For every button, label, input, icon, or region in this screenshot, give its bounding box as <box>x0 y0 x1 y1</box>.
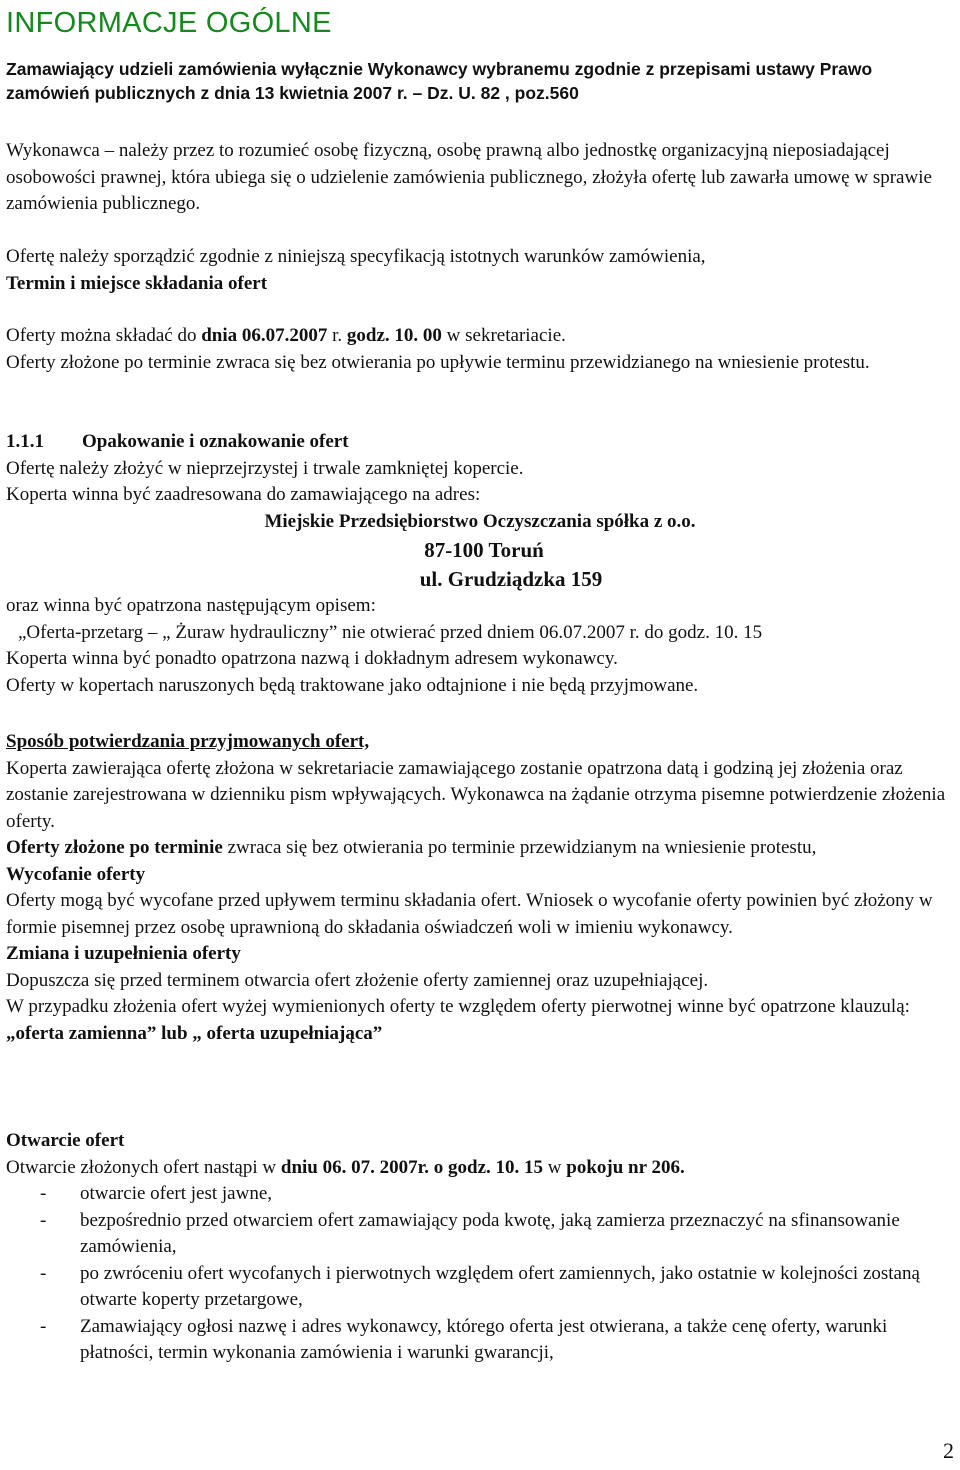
section-111-title: Opakowanie i oznakowanie ofert <box>82 431 349 452</box>
otwarcie-heading-text: Otwarcie ofert <box>6 1130 125 1151</box>
zlozone-bold: Oferty złożone po terminie <box>6 837 223 858</box>
list-dash: - <box>40 1262 47 1284</box>
list-item-text: Zamawiający ogłosi nazwę i adres wykonawcy, którego oferta jest otwierana, a także cenę oferty, warunki płatności, termin wykonania zamówienia i warunki gwarancji, <box>80 1315 888 1363</box>
page-title: INFORMACJE OGÓLNE <box>6 7 332 39</box>
list-item <box>6 1181 946 1208</box>
zmiana-text-2-pre: W przypadku złożenia ofert wyżej wymienionych oferty te względem oferty pierwotnej winne być opatrzone klauzulą: <box>6 996 910 1017</box>
list-item <box>6 1208 946 1261</box>
address-street: ul. Grudziądzka 159 <box>419 567 603 591</box>
wykonawca-definition-block <box>6 138 946 218</box>
address-line-1 <box>6 509 946 536</box>
otwarcie-line-date: dniu 06. 07. 2007r. o godz. 10. 15 <box>280 1156 544 1178</box>
sposob-block <box>6 729 946 1047</box>
list-item-text: otwarcie ofert jest jawne, <box>80 1183 273 1204</box>
list-item <box>6 1261 946 1314</box>
sposob-heading-text: Sposób potwierdzania przyjmowanych ofert, <box>6 731 370 752</box>
otwarcie-line-pre: Otwarcie złożonych ofert nastąpi w <box>6 1156 281 1178</box>
section-111-number: 1.1.1 <box>6 431 44 452</box>
oferty-skladac-post: w sekretariacie. <box>441 325 566 346</box>
termin-heading <box>6 271 946 298</box>
address-line-2 <box>6 535 946 565</box>
otwarcie-line-room: pokoju nr 206. <box>566 1156 685 1178</box>
otwarcie-line-mid: w <box>543 1156 567 1178</box>
otwarcie-heading <box>6 1128 946 1155</box>
zmiana-heading <box>6 941 946 968</box>
zmiana-heading-text: Zmiana i uzupełnienia oferty <box>6 943 241 964</box>
wykonawca-definition: Wykonawca – należy przez to rozumieć osobę fizyczną, osobę prawną albo jednostkę organizacyjną nieposiadającej osobowości prawnej, która ubiega się o udzielenie zamówienia publicznego, złożyła ofertę lub zawarła umowę w sprawie zamówienia publicznego. <box>6 140 932 214</box>
address-postcode: 87-100 Toruń <box>424 538 544 562</box>
opis-intro: oraz winna być opatrzona następującym opisem: <box>6 595 376 616</box>
sposob-text: Koperta zawierająca ofertę złożona w sekretariacie zamawiającego zostanie opatrzona datą i godziną jej złożenia oraz zostanie zarejestrowana w dzienniku pism wpływających. Wykonawca na żądanie otrzyma pisemne potwierdzenie złożenia oferty. <box>6 757 946 832</box>
address-company: Miejskie Przedsiębiorstwo Oczyszczania spółka z o.o. <box>264 510 696 532</box>
oferty-po-terminie: Oferty złożone po terminie zwraca się bez otwierania po upływie terminu przewidzianego na wniesienie protestu. <box>6 351 870 373</box>
zmiana-text-2-bold: „oferta zamienna” lub „ oferta uzupełniająca” <box>6 1022 383 1044</box>
wycofanie-heading <box>6 862 946 889</box>
section-111-heading <box>6 429 946 456</box>
oferty-naruszone-text: Oferty w kopertach naruszonych będą traktowane jako odtajnione i nie będą przyjmowane. <box>6 674 699 696</box>
otwarcie-line <box>6 1155 946 1182</box>
koperta-adres-text: Koperta winna być zaadresowana do zamawiającego na adres: <box>6 484 481 505</box>
oferty-skladac-hour: godz. 10. 00 <box>346 325 442 346</box>
oferty-skladac-mid: r. <box>327 325 347 346</box>
zmiana-text-1: Dopuszcza się przed terminem otwarcia ofert złożenie oferty zamiennej oraz uzupełniającej. <box>6 969 709 991</box>
wycofanie-heading-text: Wycofanie oferty <box>6 863 146 885</box>
zlozone-rest: zwraca się bez otwierania po terminie przewidzianym na wniesienie protestu, <box>222 837 817 858</box>
zlozone-po-terminie <box>6 835 946 862</box>
wycofanie-text: Oferty mogą być wycofane przed upływem terminu składania ofert. Wniosek o wycofanie oferty powinien być złożony w formie pisemnej przez osobę uprawnioną do składania oświadczeń woli w imieniu wykonawcy. <box>6 890 933 938</box>
termin-block <box>6 244 946 297</box>
page-number: 2 <box>943 1437 954 1463</box>
koperta-nazwa-text: Koperta winna być ponadto opatrzona nazwą i dokładnym adresem wykonawcy. <box>6 648 618 669</box>
list-item <box>6 1314 946 1367</box>
address-line-3 <box>6 565 946 593</box>
list-item-text: po zwróceniu ofert wycofanych i pierwotnych względem ofert zamiennych, jako ostatnie w kolejności zostaną otwarte koperty przetargowe, <box>80 1262 920 1310</box>
oferty-skladac-pre: Oferty można składać do <box>6 325 202 346</box>
opis-text: „Oferta-przetarg – „ Żuraw hydrauliczny” nie otwierać przed dniem 06.07.2007 r. do godz. 10. 15 <box>18 621 763 643</box>
zmiana-text-2 <box>6 994 946 1047</box>
otwarcie-list <box>6 1181 946 1367</box>
otwarcie-block <box>6 1128 946 1367</box>
intro-paragraph: Zamawiający udzieli zamówienia wyłącznie Wykonawcy wybranemu zgodnie z przepisami ustawy Prawo zamówień publicznych z dnia 13 kwietnia 2007 r. – Dz. U. 82 , poz.560 <box>6 59 873 103</box>
section-111 <box>6 429 946 699</box>
skladanie-block <box>6 323 946 376</box>
termin-heading-text: Termin i miejsce składania ofert <box>6 272 268 294</box>
list-item-text: bezpośrednio przed otwarciem ofert zamawiający poda kwotę, jaką zamierza przeznaczyć na sfinansowanie zamówienia, <box>80 1209 900 1257</box>
oferty-skladac-date: dnia 06.07.2007 <box>201 325 328 346</box>
list-dash: - <box>40 1209 47 1231</box>
oferty-skladac-text <box>6 323 946 350</box>
list-dash: - <box>40 1183 47 1204</box>
oferte-nalezy-text: Ofertę należy sporządzić zgodnie z niniejszą specyfikacją istotnych warunków zamówienia, <box>6 246 706 267</box>
list-dash: - <box>40 1315 47 1337</box>
oferte-zlozyc-text: Ofertę należy złożyć w nieprzejrzystej i trwale zamkniętej kopercie. <box>6 457 524 479</box>
sposob-heading <box>6 729 946 756</box>
